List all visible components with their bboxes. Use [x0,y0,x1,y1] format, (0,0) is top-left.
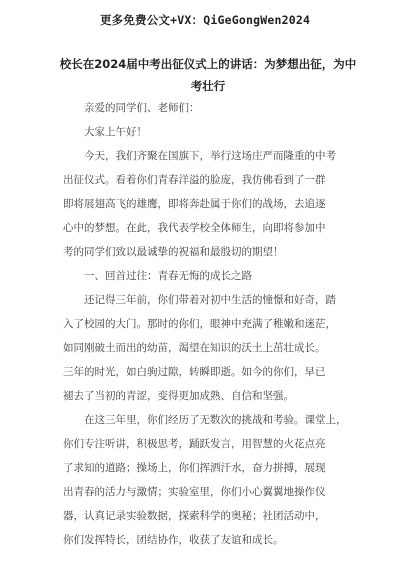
paragraph-line: 出青春的活力与激情；实验室里，你们小心翼翼地操作仪 [63,486,326,498]
document-title-line-1: 校长在2024届中考出征仪式上的讲话：为梦想出征，为中 [59,57,357,71]
salutation: 亲爱的同学们、老师们： [84,102,200,114]
paragraph-line: 还记得三年前，你们带着对初中生活的憧憬和好奇，踏 [84,294,336,306]
paragraph-line: 即将展翅高飞的雄鹰，即将奔赴属于你们的战场，去追逐 [63,198,326,210]
paragraph-line: 褪去了当初的青涩，变得更加成熟、自信和坚强。 [63,390,294,402]
paragraph-line: 如同刚破土而出的幼苗，渴望在知识的沃土上茁壮成长。 [63,342,326,354]
paragraph-line: 心中的梦想。在此，我代表学校全体师生，向即将参加中 [63,222,326,234]
paragraph-line: 出征仪式。看着你们青春洋溢的脸庞，我仿佛看到了一群 [63,174,326,186]
document-body [63,96,363,552]
paragraph-line: 你们发挥特长，团结协作，收获了友谊和成长。 [63,534,284,546]
paragraph-line: 三年的时光，如白驹过隙，转瞬即逝。如今的你们，早已 [63,366,326,378]
greeting: 大家上午好！ [84,126,147,138]
paragraph-line: 入了校园的大门。那时的你们，眼神中充满了稚嫩和迷茫， [63,318,336,330]
paragraph-line: 器，认真记录实验数据，探索科学的奥秘；社团活动中， [63,510,326,522]
paragraph-line: 了求知的道路；操场上，你们挥洒汗水，奋力拼搏，展现 [63,462,326,474]
paragraph-line: 在这三年里，你们经历了无数次的挑战和考验。课堂上， [84,414,347,426]
document-title-line-2: 考壮行 [190,79,226,93]
paragraph-line: 今天，我们齐聚在国旗下，举行这场庄严而隆重的中考 [84,150,336,162]
paragraph-line: 你们专注听讲，积极思考，踊跃发言，用智慧的火花点亮 [63,438,326,450]
paragraph-line: 考的同学们致以最诚挚的祝福和最殷切的期望！ [63,246,284,258]
section-heading: 一、回首过往：青春无悔的成长之路 [84,270,252,282]
promo-header: 更多免费公文+VX：QiGeGongWen2024 [99,13,311,27]
